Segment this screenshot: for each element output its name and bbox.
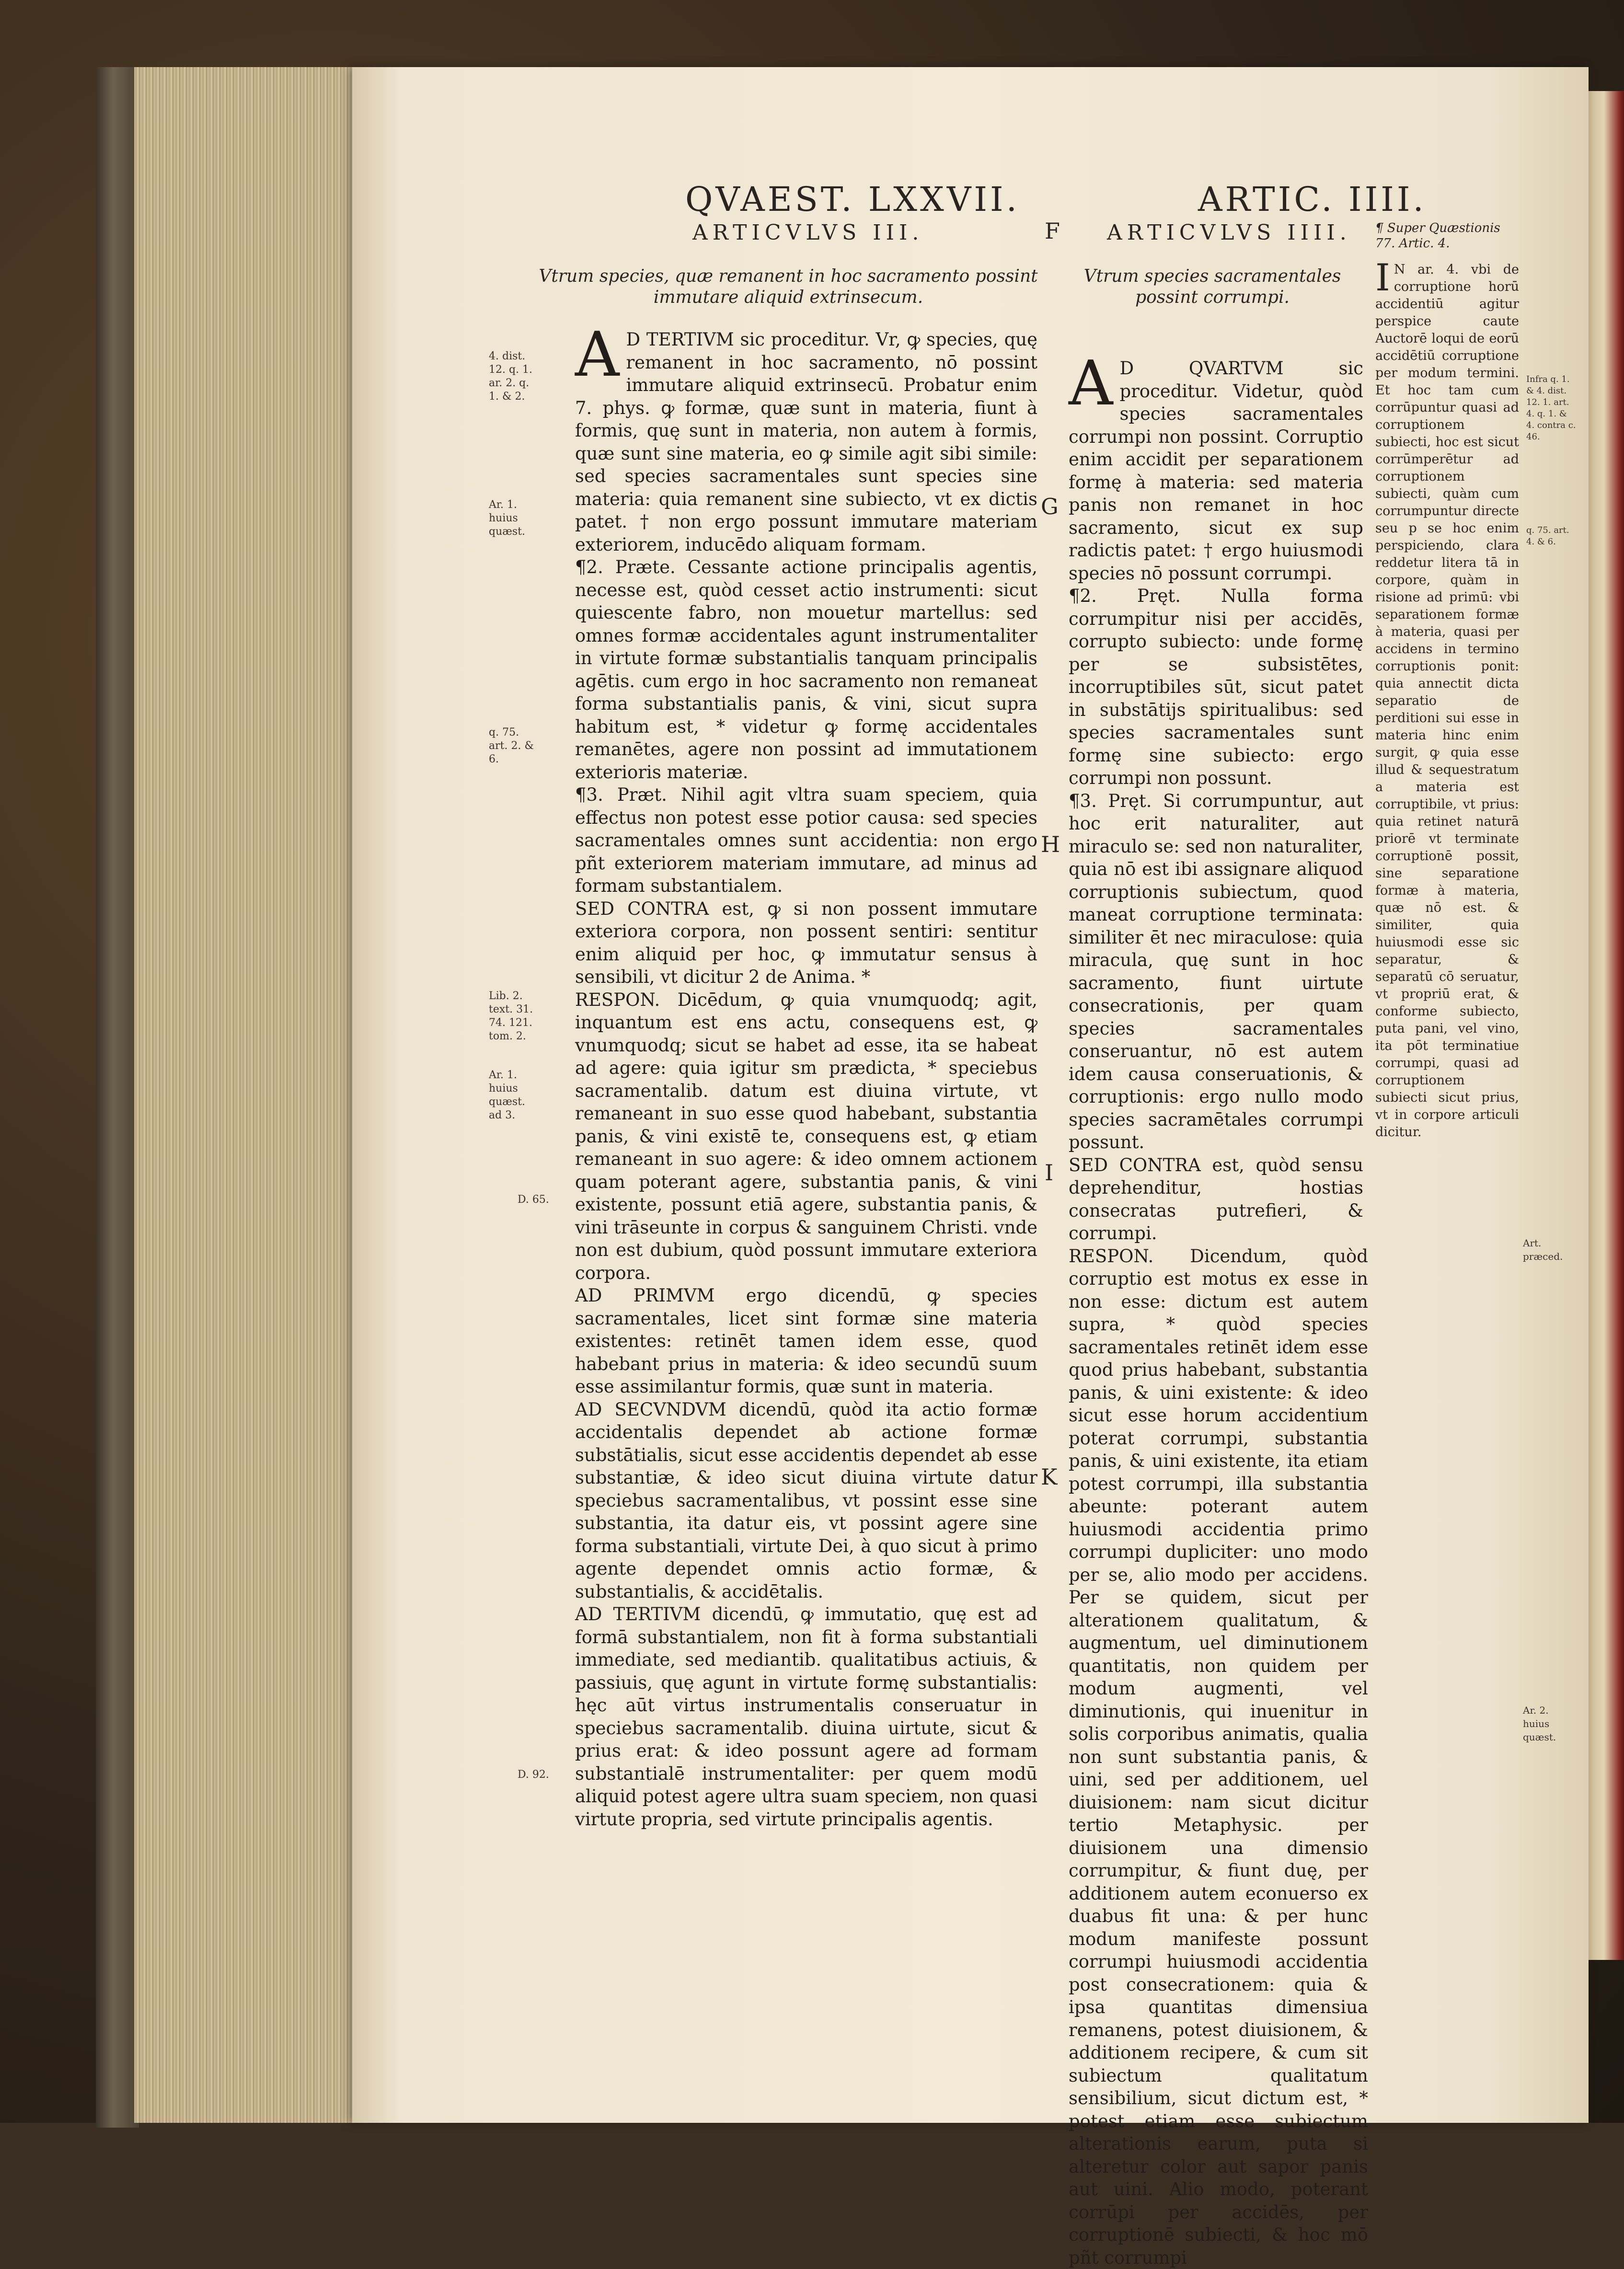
- book-binding: [96, 67, 139, 2128]
- article-body-right: [1069, 357, 1363, 2269]
- paragraph: AD TERTIVM dicendū, ꝙ immutatio, quę est ad formā substantialem, non fit à forma substantiali immediate, sed mediantib. qualitatibus actiuis, & passiuis, quę agunt in virtute formę substantialis: hęc aūt virtus instrumentalis conseruatur in speciebus sacramentalib. diuina uirtute, sicut & prius erat: & ideo possunt agere ad formam substantialē instrumentaliter: per quem modū aliquid potest agere ultra suam speciem, non quasi virtute propria, sed virtute principalis agentis.: [575, 1603, 1037, 1831]
- article-heading-left: ARTICVLVS III.: [692, 220, 923, 245]
- margin-note: Ar. 1. huius quæst. ad 3.: [489, 1069, 537, 1122]
- running-head-left: QVAEST. LXXVII.: [685, 180, 1020, 219]
- commentary-text: [1375, 261, 1519, 1141]
- article-body-left: [575, 328, 1037, 1831]
- running-head-right: ARTIC. IIII.: [1198, 180, 1427, 219]
- margin-note: Ar. 1. huius quæst.: [489, 498, 537, 539]
- paragraph: AD SECVNDVM dicendū, quòd ita actio formæ accidentalis dependet ab actione formæ substātialis, sicut esse accidentis dependet ab esse substantiæ, & ideo sicut diuina virtute datur speciebus sacramentalibus, vt possint esse sine substantia, ita datur eis, vt possint agere sine forma substantiali, virtute Dei, à quo sicut à primo agente dependet omnis actio formæ, & substantialis, & accidētalis.: [575, 1398, 1037, 1603]
- paragraph: AD PRIMVM ergo dicendū, ꝙ species sacramentales, licet sint formæ sine materia existentes: retinēt tamen idem esse, quod habebant prius in materia: & ideo secundū suum esse assimilantur formis, quæ sunt in materia.: [575, 1284, 1037, 1398]
- dropcap-left: A: [575, 332, 619, 378]
- section-letter: G: [1041, 494, 1059, 519]
- article-title-right: Vtrum species sacramentales possint corrumpi.: [1064, 266, 1361, 308]
- section-letter: H: [1041, 831, 1060, 857]
- paragraph: SED CONTRA est, quòd sensu deprehenditur, hostias consecratas putrefieri, & corrumpi.: [1069, 1154, 1363, 1245]
- margin-note: Lib. 2. text. 31. 74. 121. tom. 2.: [489, 990, 537, 1043]
- paragraph: D TERTIVM sic proceditur. Vr, ꝙ species, quę remanent in hoc sacramento, nō possint immutare aliquid extrinsecū. Probatur enim 7. phys. ꝙ formæ, quæ sunt in materia, fiunt à formis, quę sunt in materia, non autem à formis, quæ sunt sine materia, eo ꝙ simile agit sibi simile: sed species sacramentales sunt species sine materia: quia remanent sine subiecto, vt ex dictis patet. † non ergo possunt immutare materiam exteriorem, inducēdo aliquam formam.: [575, 328, 1037, 556]
- article-heading-right: ARTICVLVS IIII.: [1107, 220, 1351, 245]
- margin-note: Ar. 2. huius quæst.: [1523, 1704, 1576, 1744]
- facing-page-edge: [1584, 91, 1624, 1960]
- paragraph: ¶3. Præt. Nihil agit vltra suam speciem, quia effectus non potest esse potior causa: sed species sacramentales omnes sunt accidentia: non ergo pñt exteriorem materiam immutare, ad minus ad formam substantialem.: [575, 783, 1037, 898]
- section-letter: K: [1041, 1464, 1057, 1490]
- margin-note: q. 75. art. 4. & 6.: [1526, 525, 1577, 548]
- margin-note: D. 65.: [518, 1193, 556, 1207]
- commentary-paragraph: N ar. 4. vbi de corruptione horū accidentiū agitur perspice caute Auctorē loqui de eorū accidētiū corruptione per modum termini. Et hoc tam cum corrūpuntur quasi ad corruptionem subiecti, hoc est sicut corrūmperētur ad corruptionem subiecti, quàm cum corrumpuntur directe seu p se hoc enim perspiciendo, clara reddetur litera tā in corpore, quàm in risione ad primū: vbi separationem formæ à materia, quasi per accidens in termino corruptionis ponit: quia annectit dicta separatio de perditioni sui esse in materia hinc enim surgit, ꝙ quia esse illud & sequestratum a materia est corruptibile, vt prius: quia retinet naturā priorē vt terminate corruptionē possit, sine separatione formæ à materia, quæ nō est. & similiter, quia huiusmodi esse sic separatur, & separatū cō seruatur, vt propriū erat, & conforme subiecto, puta pani, vel vino, ita pōt terminatiue corrumpi, quasi ad corruptionem subiecti sicut prius, vt in corpore articuli dicitur.: [1375, 262, 1519, 1140]
- section-letter: F: [1045, 218, 1060, 244]
- margin-note: Art. præced.: [1523, 1236, 1576, 1263]
- paragraph: RESPON. Dicendum, quòd corruptio est motus ex esse in non esse: dictum est autem supra, * quòd species sacramentales retinēt idem esse quod prius habebant, substantia panis, & uini existente: & ideo sicut esse horum accidentium poterat corrumpi, substantia panis, & uini existente, ita etiam potest corrumpi, illa substantia abeunte: poterant autem huiusmodi accidentia primo corrumpi dupliciter: uno modo per se, alio modo per accidens. Per se quidem, sicut per alterationem qualitatum, & augmentum, uel diminutionem quantitatis, non quidem per modum augmenti, vel diminutionis, qui inuenitur in solis corporibus animatis, qualia non sunt substantia panis, & uini, sed per additionem, uel diuisionem: nam sicut dicitur tertio Metaphysic. per diuisionem una dimensio corrumpitur, & fiunt duę, per additionem autem econuerso ex duabus fit una: & per hunc modum manifeste possunt corrumpi huiusmodi accidentia post consecrationem: quia & ipsa quantitas dimensiua remanens, potest diuisionem, & additionem recipere, & cum sit subiectum qualitatum sensibilium, sicut dictum est, * potest etiam esse subiectum alterationis earum, puta si alteretur color aut sapor panis aut uini. Alio modo, poterant corrūpi per accidēs, per corruptionē subiecti, & hoc mō pñt corrumpi: [1069, 1245, 1368, 2269]
- dropcap-right: A: [1069, 361, 1113, 407]
- paragraph: ¶3. Pręt. Si corrumpuntur, aut hoc erit naturaliter, aut miraculo se: sed non naturaliter, quia nō est ibi assignare aliquod corruptionis subiectum, quod maneat corruptione terminata: similiter ēt nec miraculose: quia miracula, quę sunt in hoc sacramento, fiunt uirtute consecrationis, per quam species sacramentales conseruantur, nō est autem idem causa conseruationis, & corruptionis: ergo nullo modo species sacramētales corrumpi possunt.: [1069, 790, 1363, 1154]
- paragraph: ¶2. Pręt. Nulla forma corrumpitur nisi per accidēs, corrupto subiecto: unde formę per se subsistētes, incorruptibiles sūt, sicut patet in substātijs spiritualibus: sed species sacramentales sunt formę sine subiecto: ergo corrumpi non possunt.: [1069, 585, 1363, 790]
- paragraph: D QVARTVM sic proceditur. Videtur, quòd species sacramentales corrumpi non possint. Corruptio enim accidit per separationem formę à materia: sed materia panis non remanet in hoc sacramento, sicut ex sup radictis patet: † ergo huiusmodi species nō possunt corrumpi.: [1069, 357, 1363, 585]
- commentary-heading: ¶ Super Quæstionis 77. Artic. 4.: [1375, 220, 1519, 251]
- paragraph: RESPON. Dicēdum, ꝙ quia vnumquodq; agit, inquantum est ens actu, consequens est, ꝙ vnumquodq; sicut se habet ad esse, ita se habeat ad agere: quia igitur sm prædicta, * speciebus sacramentalib. datum est diuina virtute, vt remaneant in suo esse quod habebant, substantia panis, & vini existē te, consequens est, ꝙ etiam remaneant in suo agere: & ideo omnem actionem quam poterant agere, substantia panis, & vini existente, possunt etiā agere, substantia panis, & vini trāseunte in corpus & sanguinem Christi. vnde non est dubium, quòd possunt immutare exteriora corpora.: [575, 989, 1037, 1285]
- margin-note: q. 75. art. 2. & 6.: [489, 726, 537, 766]
- margin-note: D. 92.: [518, 1768, 556, 1782]
- article-title-left: Vtrum species, quæ remanent in hoc sacramento possint immutare aliquid extrinsecum.: [537, 266, 1040, 308]
- page-edges: [134, 67, 355, 2123]
- margin-note: Infra q. 1. & 4. dist. 12. 1. art. 4. q. 1. & 4. contra c. 46.: [1526, 374, 1577, 443]
- commentary-dropcap: I: [1375, 263, 1390, 293]
- paragraph: ¶2. Præte. Cessante actione principalis agentis, necesse est, quòd cesset actio instrumenti: sicut quiescente fabro, non mouetur martellus: sed omnes formæ accidentales agunt instrumentaliter in virtute formæ substantialis tanquam principalis agētis. cum ergo in hoc sacramento non remaneat forma substantialis panis, & vini, sicut supra habitum est, * videtur ꝙ formę accidentales remanētes, agere non possint ad immutationem exterioris materiæ.: [575, 556, 1037, 783]
- margin-note: 4. dist. 12. q. 1. ar. 2. q. 1. & 2.: [489, 350, 537, 403]
- section-letter: I: [1045, 1160, 1053, 1186]
- paragraph: SED CONTRA est, ꝙ si non possent immutare exteriora corpora, non possent sentiri: sentitur enim aliquid per hoc, ꝙ immutatur sensus à sensibili, vt dicitur 2 de Anima. *: [575, 898, 1037, 989]
